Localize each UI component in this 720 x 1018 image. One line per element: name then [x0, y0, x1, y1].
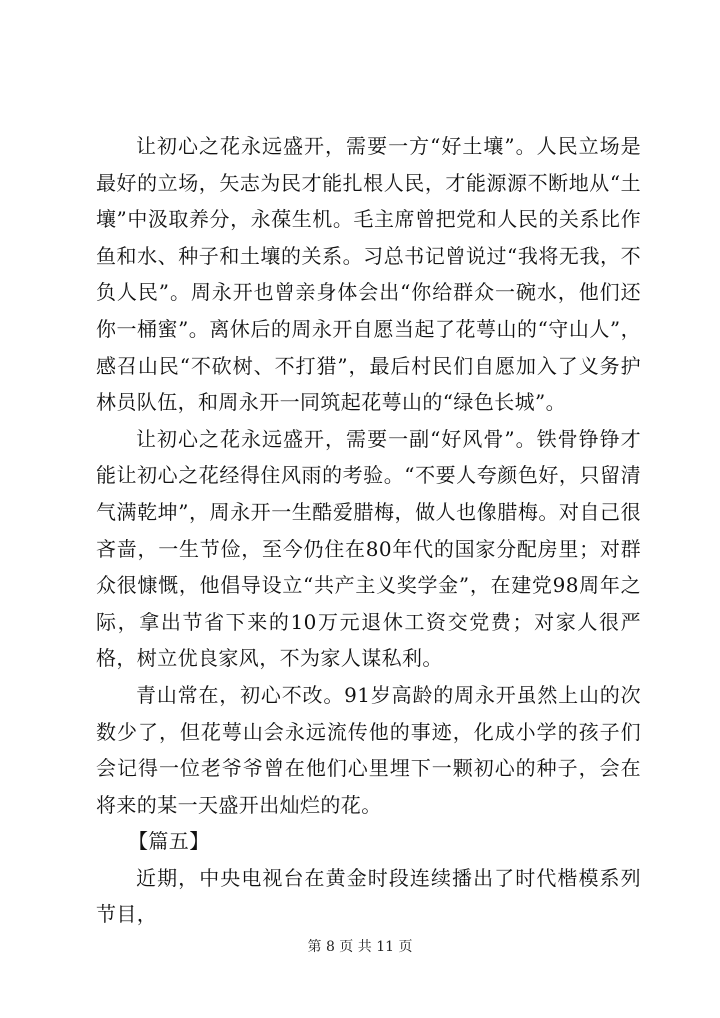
- paragraph-soil: 让初心之花永远盛开，需要一方“好土壤”。人民立场是最好的立场，矢志为民才能扎根人民，才能源源不断地从“土壤”中汲取养分，永葆生机。毛主席曾把党和人民的关系比作鱼和水、种子和土壤的关系。习总书记曾说过“我将无我，不负人民”。周永开也曾亲身体会出“你给群众一碗水，他们还你一桶蜜”。离休后的周永开自愿当起了花萼山的“守山人”，感召山民“不砍树、不打猎”，最后村民们自愿加入了义务护林员队伍，和周永开一同筑起花萼山的“绿色长城”。: [96, 134, 641, 415]
- page-number-footer: 第 8 页 共 11 页: [307, 939, 413, 955]
- document-body: [96, 128, 641, 933]
- paragraph-character: 让初心之花永远盛开，需要一副“好风骨”。铁骨铮铮才能让初心之花经得住风雨的考验。“不要人夸颜色好，只留清气满乾坤”，周永开一生酷爱腊梅，做人也像腊梅。对自己很吝啬，一生节俭，至今仍住在80年代的国家分配房里；对群众很慷慨，他倡导设立“共产主义奖学金”，在建党98周年之际，拿出节省下来的10万元退休工资交党费；对家人很严格，树立优良家风，不为家人谋私利。: [96, 426, 641, 671]
- section-heading: 【篇五】: [128, 829, 210, 854]
- paragraph-cctv: 近期，中央电视台在黄金时段连续播出了时代楷模系列节目，: [96, 865, 641, 927]
- paragraph-mountain: 青山常在，初心不改。91岁高龄的周永开虽然上山的次数少了，但花萼山会永远流传他的事迹，化成小学的孩子们会记得一位老爷爷曾在他们心里埋下一颗初心的种子，会在将来的某一天盛开出灿烂的花。: [96, 682, 641, 817]
